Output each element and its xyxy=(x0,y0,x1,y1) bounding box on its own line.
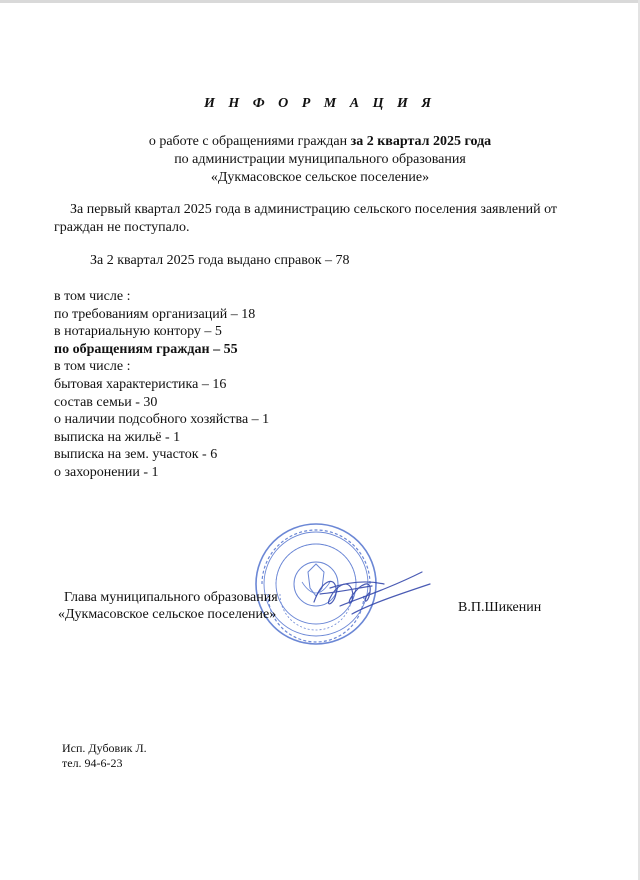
subtitle-line-1 xyxy=(0,134,640,150)
scan-edge-top xyxy=(0,0,640,3)
subtitle-plain: о работе с обращениями граждан xyxy=(148,134,348,149)
list-item-bold: по обращениям граждан – 55 xyxy=(54,341,238,357)
executor-phone: тел. 94-6-23 xyxy=(62,756,123,770)
signature-icon xyxy=(300,558,450,628)
list-item: в том числе : xyxy=(54,289,131,304)
subtitle-period: за 2 квартал 2025 года xyxy=(350,134,492,149)
executor: Исп. Дубовик Л. xyxy=(62,741,147,755)
paragraph-1-line-1: За первый квартал 2025 года в администрацию сельского поселения заявлений от xyxy=(70,202,558,217)
list-item: выписка на жильё - 1 xyxy=(54,429,181,445)
signatory-name: В.П.Шикенин xyxy=(458,600,542,615)
subtitle-line-2: по администрации муниципального образования xyxy=(174,152,466,167)
list-item: по требованиям организаций – 18 xyxy=(54,306,256,322)
paragraph-2: За 2 квартал 2025 года выдано справок – 78 xyxy=(90,253,350,268)
list-item: о захоронении - 1 xyxy=(54,464,159,480)
list-item: состав семьи - 30 xyxy=(54,394,158,410)
certificates-list xyxy=(54,288,269,482)
document-title: И Н Ф О Р М А Ц И Я xyxy=(203,96,437,111)
paragraph-1-line-2: граждан не поступало. xyxy=(54,220,190,235)
list-item: о наличии подсобного хозяйства – 1 xyxy=(54,412,270,428)
list-item: в нотариальную контору – 5 xyxy=(54,324,222,340)
signatory-position-line-1: Глава муниципального образования xyxy=(64,590,278,605)
list-item: в том числе : xyxy=(54,359,131,375)
list-item: выписка на зем. участок - 6 xyxy=(54,447,218,463)
signatory-position-line-2: «Дукмасовское сельское поселение» xyxy=(58,607,277,622)
list-item: бытовая характеристика – 16 xyxy=(54,376,227,392)
subtitle-line-3: «Дукмасовское сельское поселение» xyxy=(210,170,430,185)
